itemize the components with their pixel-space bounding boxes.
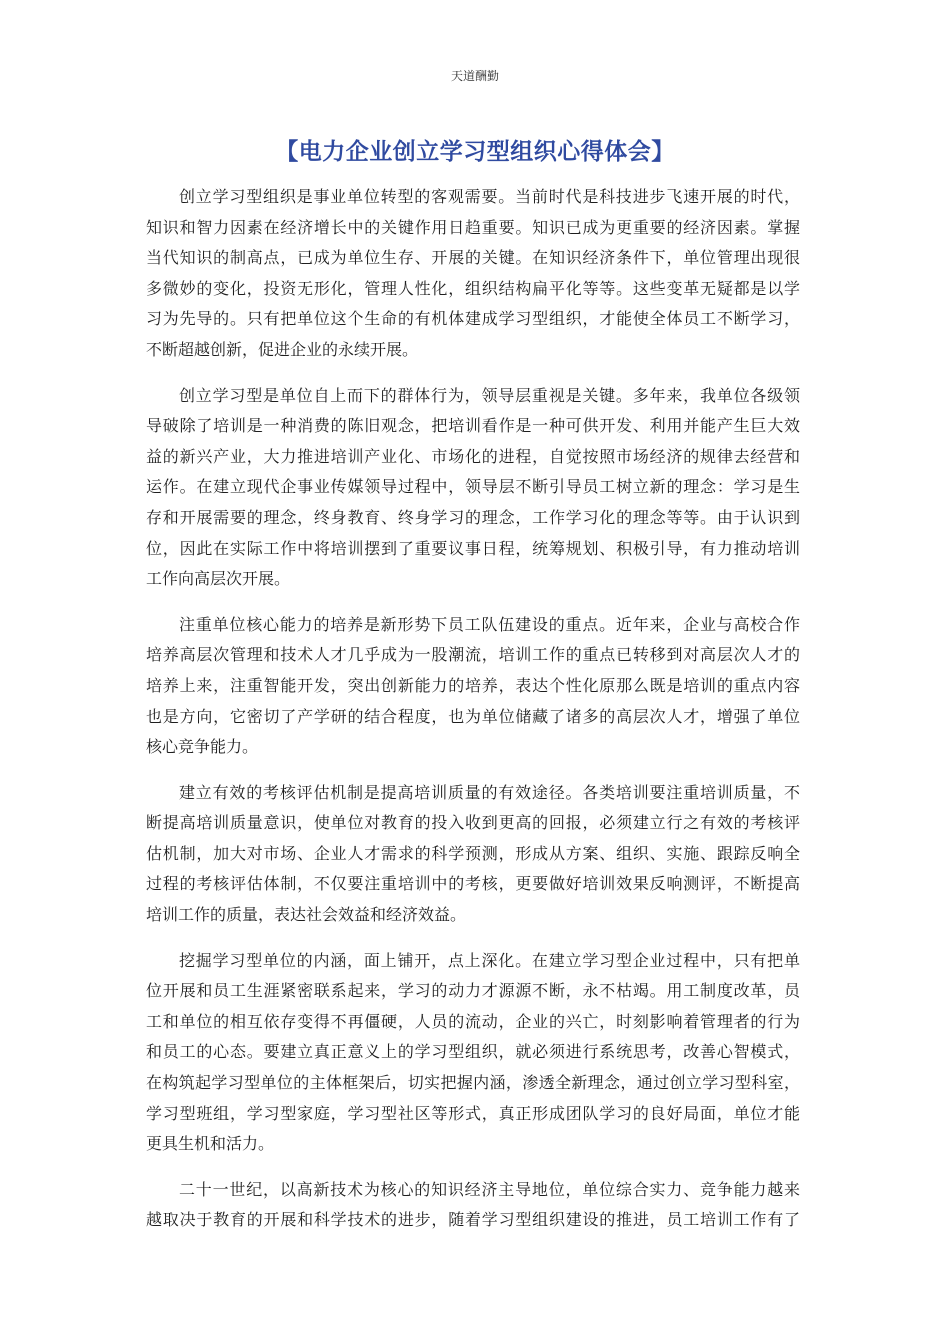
paragraph-line: 过程的考核评估体制，不仅要注重培训中的考核，更要做好培训效果反响测评，不断提高	[146, 874, 800, 894]
paragraph-line: 培训工作的质量，表达社会效益和经济效益。	[146, 905, 467, 925]
paragraph	[146, 778, 800, 931]
paragraph-line: 更具生机和活力。	[146, 1134, 275, 1154]
paragraph-line: 导破除了培训是一种消费的陈旧观念，把培训看作是一种可供开发、利用并能产生巨大效	[146, 416, 800, 436]
paragraph	[146, 610, 800, 763]
paragraph-line: 和员工的心态。要建立真正意义上的学习型组织，就必须进行系统思考，改善心智模式，	[146, 1042, 800, 1062]
paragraph-line: 当代知识的制高点，已成为单位生存、开展的关键。在知识经济条件下，单位管理出现很	[146, 248, 800, 268]
paragraph-line: 知识和智力因素在经济增长中的关键作用日趋重要。知识已成为更重要的经济因素。掌握	[146, 217, 800, 237]
paragraph-line: 断提高培训质量意识，使单位对教育的投入收到更高的回报，必须建立行之有效的考核评	[146, 813, 800, 833]
paragraph-line: 工和单位的相互依存变得不再僵硬，人员的流动，企业的兴亡，时刻影响着管理者的行为	[146, 1011, 800, 1031]
document-title: 【电力企业创立学习型组织心得体会】	[275, 139, 675, 165]
paragraph-line: 培养高层次管理和技术人才几乎成为一股潮流，培训工作的重点已转移到对高层次人才的	[146, 645, 800, 665]
paragraph-line: 创立学习型组织是事业单位转型的客观需要。当前时代是科技进步飞速开展的时代，	[179, 187, 800, 206]
paragraph-line: 也是方向，它密切了产学研的结合程度，也为单位储藏了诸多的高层次人才，增强了单位	[146, 706, 800, 726]
page-header: 天道酬勤	[450, 69, 499, 83]
paragraph	[146, 381, 800, 595]
paragraph-line: 工作向高层次开展。	[146, 569, 291, 589]
paragraph-line: 二十一世纪，以高新技术为核心的知识经济主导地位，单位综合实力、竞争能力越来	[179, 1179, 800, 1199]
paragraph-line: 学习型班组，学习型家庭，学习型社区等形式，真正形成团队学习的良好局面，单位才能	[146, 1103, 800, 1123]
paragraph-line: 挖掘学习型单位的内涵，面上铺开，点上深化。在建立学习型企业过程中，只有把单	[179, 950, 800, 970]
paragraph-line: 不断超越创新，促进企业的永续开展。	[146, 339, 419, 359]
paragraph-line: 核心竞争能力。	[146, 737, 259, 757]
paragraph-line: 估机制，加大对市场、企业人才需求的科学预测，形成从方案、组织、实施、跟踪反响全	[146, 843, 800, 863]
paragraph-line: 注重单位核心能力的培养是新形势下员工队伍建设的重点。近年来，企业与高校合作	[179, 614, 800, 634]
paragraph	[146, 946, 800, 1160]
paragraph-line: 位开展和员工生涯紧密联系起来，学习的动力才源源不断，永不枯竭。用工制度改革，员	[146, 981, 800, 1001]
paragraph-line: 存和开展需要的理念，终身教育、终身学习的理念，工作学习化的理念等等。由于认识到	[146, 507, 800, 527]
paragraph-line: 益的新兴产业，大力推进培训产业化、市场化的进程，自觉按照市场经济的规律去经营和	[146, 446, 800, 466]
paragraph-line: 在构筑起学习型单位的主体框架后，切实把握内涵，渗透全新理念，通过创立学习型科室，	[146, 1073, 800, 1093]
paragraph-line: 位，因此在实际工作中将培训摆到了重要议事日程，统筹规划、积极引导，有力推动培训	[146, 538, 800, 558]
paragraph	[146, 1175, 800, 1236]
paragraph-line: 习为先导的。只有把单位这个生命的有机体建成学习型组织，才能使全体员工不断学习，	[146, 309, 800, 329]
paragraph-line: 创立学习型是单位自上而下的群体行为，领导层重视是关键。多年来，我单位各级领	[179, 385, 800, 405]
paragraph	[146, 182, 800, 366]
paragraph-line: 培养上来，注重智能开发，突出创新能力的培养，表达个性化原那么既是培训的重点内容	[146, 675, 800, 695]
paragraph-line: 越取决于教育的开展和科学技术的进步，随着学习型组织建设的推进，员工培训工作有了	[146, 1210, 800, 1230]
paragraph-line: 运作。在建立现代企事业传媒领导过程中，领导层不断引导员工树立新的理念：学习是生	[146, 477, 800, 497]
paragraph-line: 多微妙的变化，投资无形化，管理人性化，组织结构扁平化等等。这些变革无疑都是以学	[146, 278, 800, 298]
document-body	[146, 182, 800, 1251]
paragraph-line: 建立有效的考核评估机制是提高培训质量的有效途径。各类培训要注重培训质量，不	[179, 782, 800, 802]
